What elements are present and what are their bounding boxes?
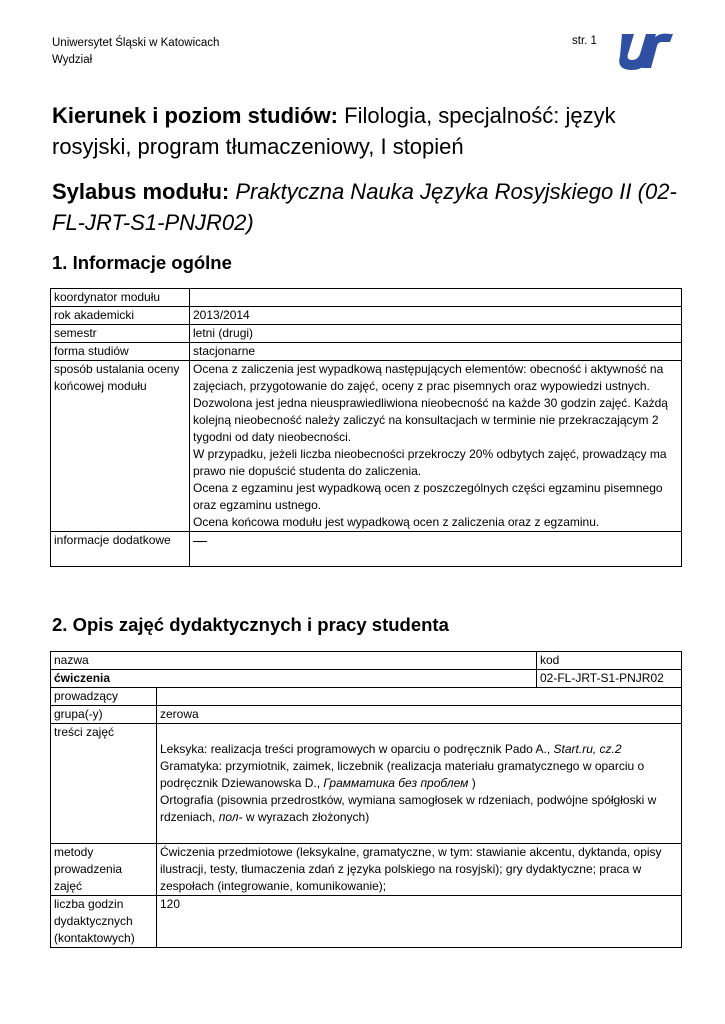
row-label: sposób ustalania oceny końcowej modułu [51, 361, 190, 532]
methods-value: Ćwiczenia przedmiotowe (leksykalne, gramatyczne, w tym: stawianie akcentu, dyktanda, opisy ilustracji, testy, tłumaczenia zdań z języka polskiego na rosyjski); gry dydaktyczne; praca w zespołach (integrowanie, komunikowanie); [157, 844, 682, 896]
table-row [51, 307, 682, 325]
orthography-text: Ortografia (pisownia przedrostków, wymiana samogłosek w rdzeniach, podwójne spółgłoski w rdzeniach, [160, 793, 657, 824]
grammar-book-title: Грамматика без проблем [323, 776, 469, 790]
general-info-table [50, 288, 682, 567]
assessment-line: Dozwolona jest jedna nieusprawiedliwiona nieobecność na każde 30 godzin zajęć. Każdą kolejną nieobecność należy zaliczyć na konsultacjach w terminie nie przekraczającym 2 tygodni od daty nieobecności. [193, 396, 668, 444]
content-orthography [160, 792, 678, 826]
row-value [190, 532, 682, 567]
assessment-line: Ocena z zaliczenia jest wypadkową następujących elementów: obecność i aktywność na zajęciach, przygotowanie do zajęć, oceny z prac pisemnych oraz wypowiedzi ustnych. [193, 362, 664, 393]
program-title [52, 100, 677, 162]
page-header [52, 35, 219, 69]
course-details-table [50, 651, 682, 948]
row-value [190, 289, 682, 307]
row-label: treści zajęć [51, 724, 157, 844]
dash-mark [193, 541, 207, 542]
assessment-line: W przypadku, jeżeli liczba nieobecności przekroczy 20% odbytych zajęć, prowadzący ma prawo nie dopuścić studenta do zaliczenia. [193, 447, 667, 478]
table-row [51, 325, 682, 343]
row-label: grupa(-y) [51, 706, 157, 724]
content-grammar [160, 758, 678, 792]
course-code: 02-FL-JRT-S1-PNJR02 [537, 670, 682, 688]
row-label: metody prowadzenia zajęć [51, 844, 157, 896]
row-label: prowadzący [51, 688, 157, 706]
grammar-close: ) [471, 776, 476, 790]
page-number: str. 1 [572, 35, 597, 47]
assessment-line: Ocena z egzaminu jest wypadkową ocen z poszczególnych części egzaminu pisemnego oraz egzaminu ustnego. [193, 481, 663, 512]
course-name: ćwiczenia [51, 670, 537, 688]
table-row [51, 706, 682, 724]
row-label: semestr [51, 325, 190, 343]
syllabus-title-label: Sylabus modułu: [52, 179, 230, 204]
row-label: liczba godzin dydaktycznych (kontaktowych) [51, 896, 157, 948]
course-content [157, 724, 682, 844]
row-value: 2013/2014 [190, 307, 682, 325]
table-row [51, 361, 682, 532]
program-title-value: Filologia, specjalność: język rosyjski, program tłumaczeniowy, I stopień [52, 103, 616, 159]
table-row [51, 343, 682, 361]
assessment-rules [190, 361, 682, 532]
orthography-text-end: w wyrazach złożonych) [245, 810, 370, 824]
row-label: koordynator modułu [51, 289, 190, 307]
program-title-label: Kierunek i poziom studiów: [52, 103, 339, 128]
row-value: stacjonarne [190, 343, 682, 361]
table-row [51, 652, 682, 670]
table-row [51, 896, 682, 948]
grammar-text: Gramatyka: przymiotnik, zaimek, liczebnik (realizacja materiału gramatycznego w oparciu o podręcznik Dziewanowska D., [160, 759, 645, 790]
section-1-heading: 1. Informacje ogólne [52, 252, 232, 273]
university-logo [612, 30, 674, 72]
instructor-value [157, 688, 682, 706]
faculty-name: Wydział [52, 54, 93, 66]
table-row [51, 844, 682, 896]
syllabus-title-value: Praktyczna Nauka Języka Rosyjskiego II (02-FL-JRT-S1-PNJR02) [52, 179, 677, 235]
assessment-line: Ocena końcowa modułu jest wypadkową ocen z zaliczenia oraz z egzaminu. [193, 515, 600, 529]
section-2-heading: 2. Opis zajęć dydaktycznych i pracy studenta [52, 614, 449, 635]
table-row [51, 532, 682, 567]
hours-value: 120 [157, 896, 682, 948]
table-row [51, 724, 682, 844]
table-row [51, 289, 682, 307]
code-header: kod [537, 652, 682, 670]
orthography-example: пол- [218, 810, 243, 824]
row-value: letni (drugi) [190, 325, 682, 343]
table-row [51, 670, 682, 688]
syllabus-title [52, 176, 677, 238]
lexis-text: Leksyka: realizacja treści programowych w oparciu o podręcznik Pado A., [160, 742, 551, 756]
name-header: nazwa [51, 652, 537, 670]
row-label: informacje dodatkowe [51, 532, 190, 567]
row-label: forma studiów [51, 343, 190, 361]
group-value: zerowa [157, 706, 682, 724]
lexis-book-title: Start.ru, cz.2 [553, 742, 622, 756]
content-lexis [160, 741, 678, 758]
row-label: rok akademicki [51, 307, 190, 325]
university-name: Uniwersytet Śląski w Katowicach [52, 37, 220, 49]
table-row [51, 688, 682, 706]
